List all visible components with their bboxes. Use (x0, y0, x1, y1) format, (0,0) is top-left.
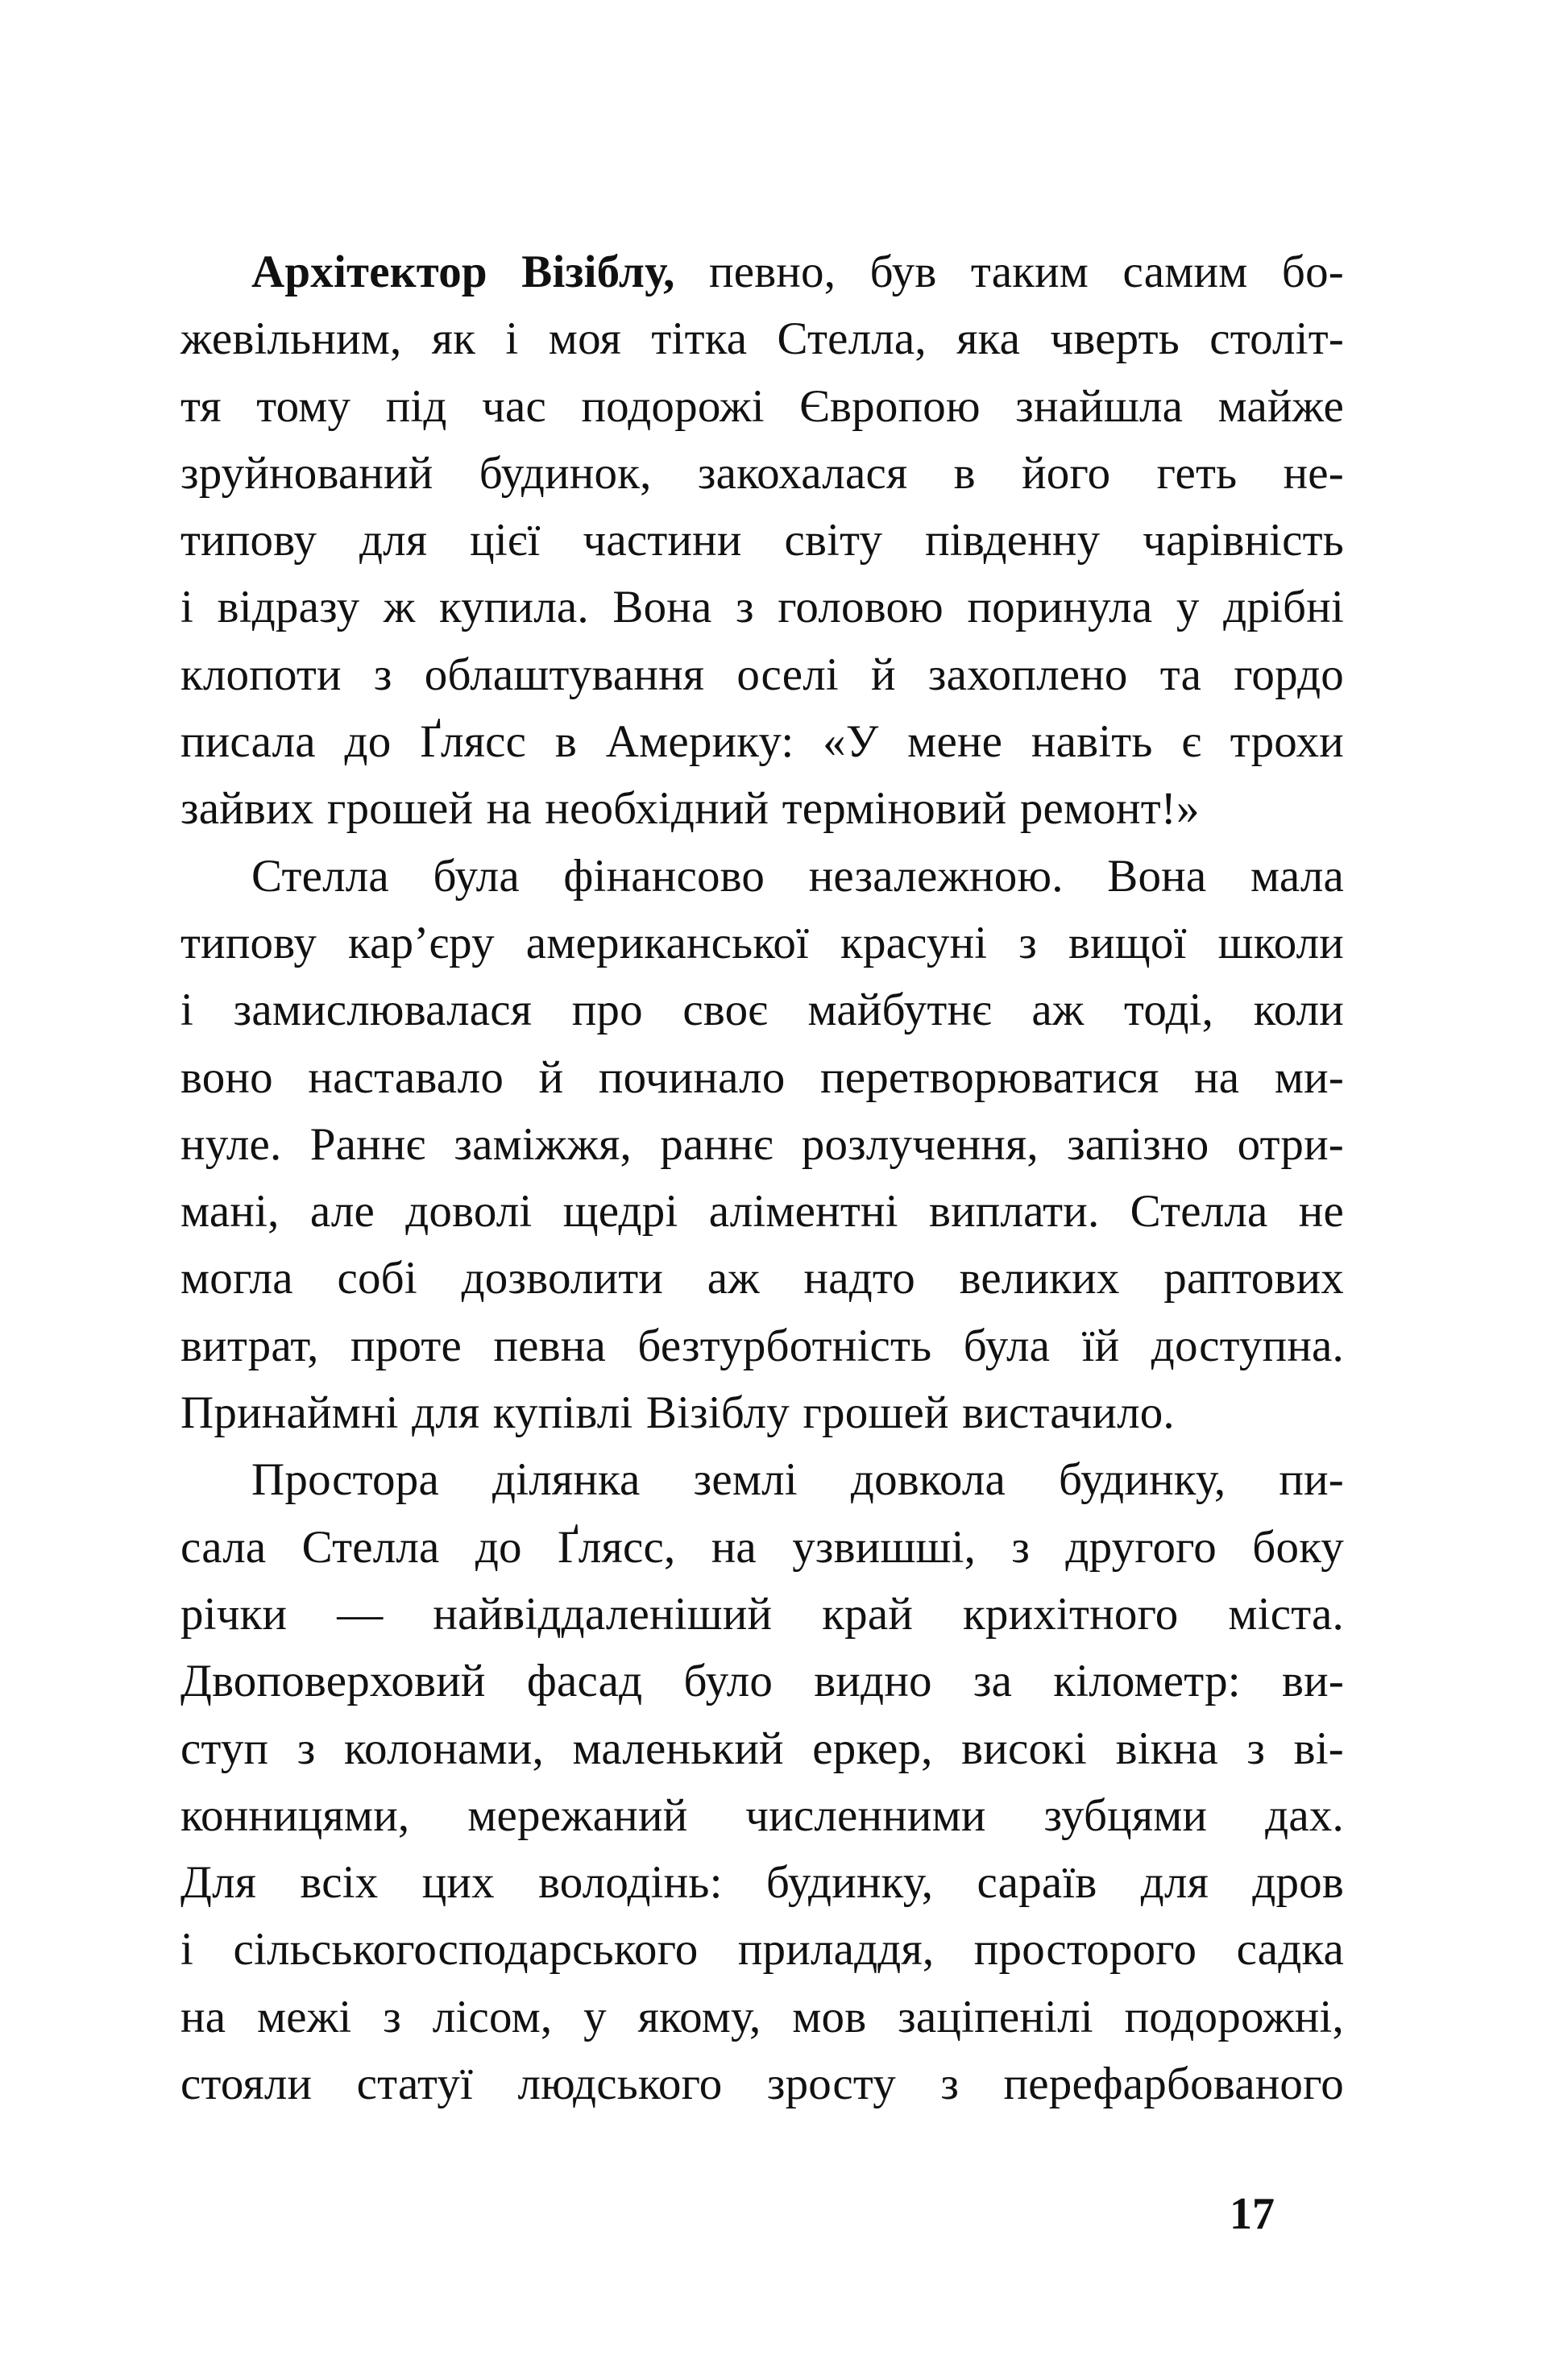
paragraph-1-line: зруйнований будинок, закохалася в його геть не- (180, 447, 1344, 499)
paragraph-2-line: могла собі дозволити аж надто великих раптових (180, 1253, 1344, 1304)
paragraph-1-line: зайвих грошей на необхідний терміновий ремонт!» (180, 783, 1200, 835)
paragraph-2-line: воно наставало й починало перетворюватися на ми- (180, 1051, 1344, 1103)
paragraph-1-line: клопоти з облаштування оселі й захоплено та гордо (180, 649, 1344, 700)
body-text (180, 238, 1344, 2117)
paragraph-2-line: мані, але доволі щедрі аліментні виплати. Стелла не (180, 1186, 1344, 1238)
paragraph-3-line: Двоповерховий фасад було видно за кілометр: ви- (180, 1656, 1344, 1707)
paragraph-3-line: сала Стелла до Ґлясс, на узвишші, з другого боку (180, 1521, 1344, 1573)
paragraph-3-line: Для всіх цих володінь: будинку, сараїв для дров (180, 1857, 1344, 1909)
page-number: 17 (1230, 2189, 1275, 2239)
paragraph-3-line: стояли статуї людського зросту з перефарбованого (180, 2059, 1344, 2110)
paragraph-3-line: Простора ділянка землі довкола будинку, пи- (251, 1454, 1344, 1506)
paragraph-3-line: конницями, мережаний численними зубцями дах. (180, 1789, 1344, 1841)
paragraph-2-line: Стелла була фінансово незалежною. Вона мала (251, 850, 1344, 902)
paragraph-3-line: ступ з колонами, маленький еркер, високі вікна з ві- (180, 1723, 1344, 1774)
paragraph-1-line: типову для цієї частини світу південну чарівність (180, 515, 1344, 566)
paragraph-1-line: писала до Ґлясс в Америку: «У мене навіть є трохи (180, 716, 1344, 768)
paragraph-1-line: і відразу ж купила. Вона з головою поринула у дрібні (180, 582, 1344, 633)
paragraph-2-line: витрат, проте певна безтурботність була їй доступна. (180, 1320, 1344, 1371)
paragraph-3-line: і сільськогосподарського приладдя, просторого садка (180, 1924, 1344, 1976)
paragraph-2-line: і замислювалася про своє майбутнє аж тоді, коли (180, 985, 1344, 1036)
paragraph-1-line-1 (180, 238, 1344, 305)
paragraph-2-line: нуле. Раннє заміжжя, раннє розлучення, запізно отри- (180, 1118, 1344, 1170)
paragraph-1-line: жевільним, як і моя тітка Стелла, яка чверть століт- (180, 313, 1344, 365)
paragraph-3-line: річки — найвіддаленіший край крихітного міста. (180, 1588, 1344, 1640)
paragraph-2-line: типову кар’єру американської красуні з вищої школи (180, 917, 1344, 968)
paragraph-1-line: тя тому під час подорожі Європою знайшла майже (180, 380, 1344, 432)
bold-lead-in: Архітектор Візіблу, (251, 247, 675, 297)
paragraph-3-line: на межі з лісом, у якому, мов заціпенілі подорожні, (180, 1991, 1344, 2042)
paragraph-2-line: Принаймні для купівлі Візіблу грошей вистачило. (180, 1387, 1175, 1439)
line-text: певно, був таким самим бо- (674, 247, 1344, 297)
